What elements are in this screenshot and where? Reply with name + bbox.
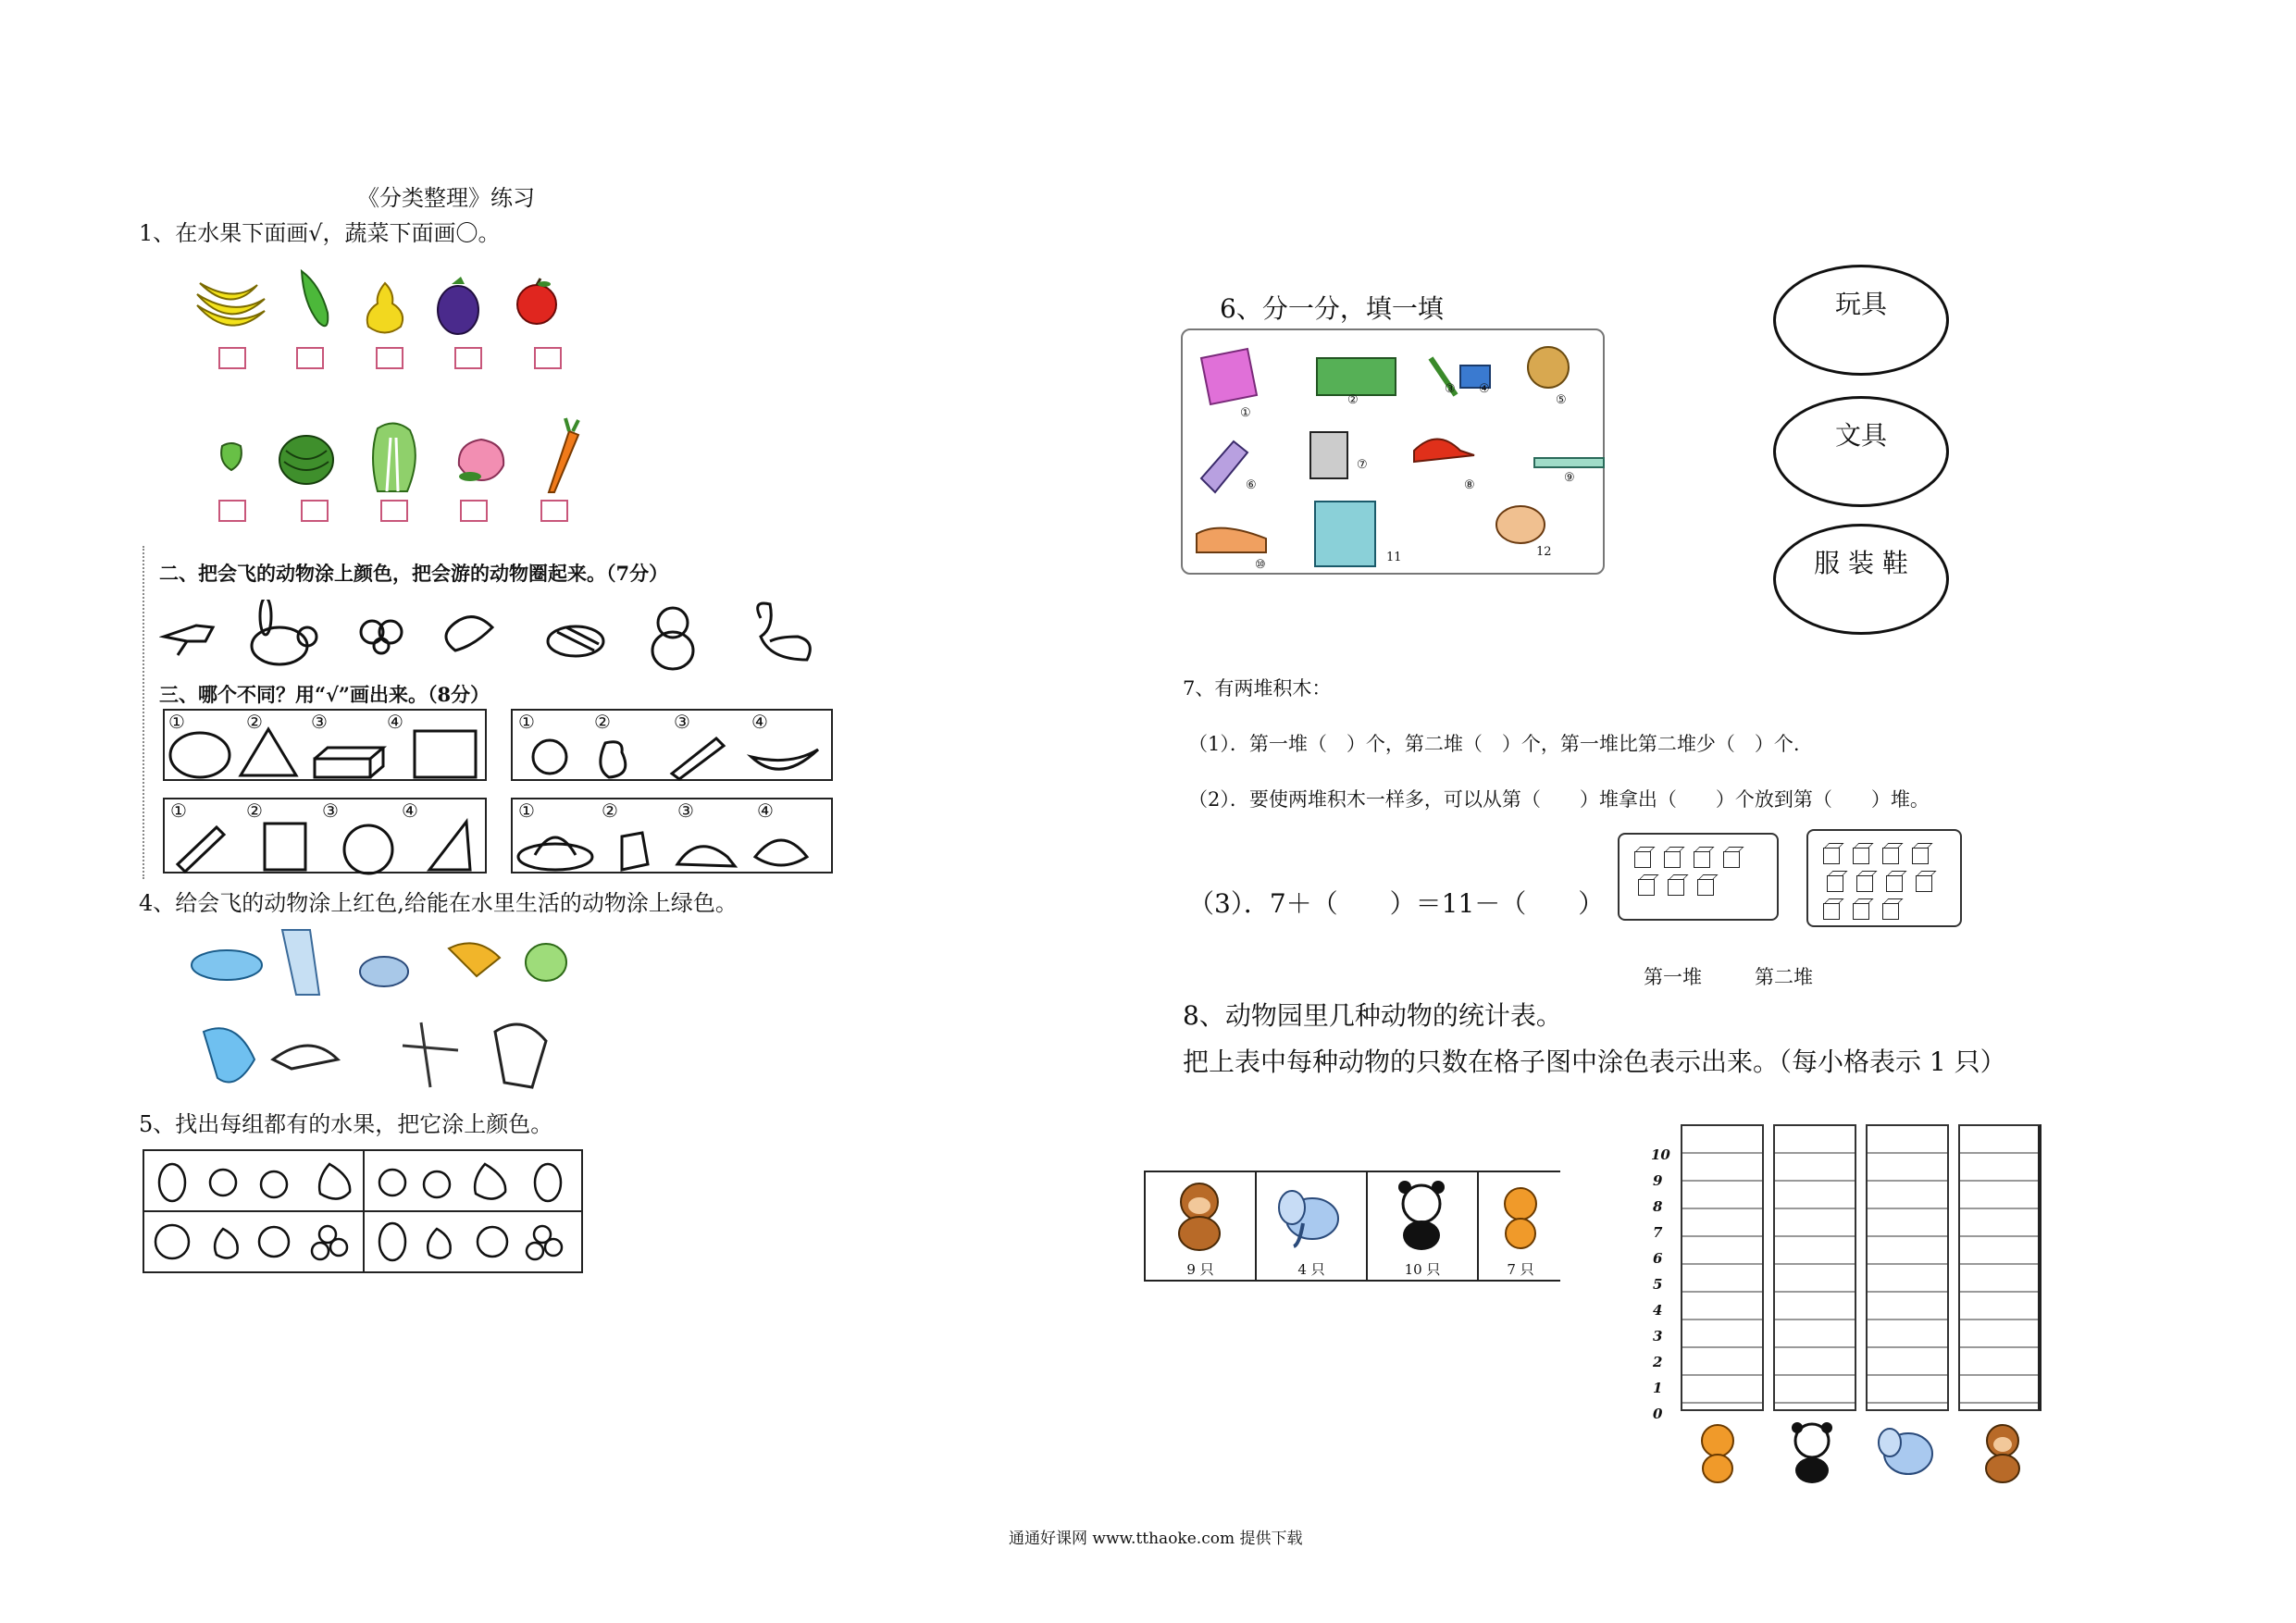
circled-number: ①	[170, 799, 187, 822]
peach-image	[449, 430, 514, 486]
q3-stationery-drawings	[165, 799, 489, 875]
q3-shape-drawings	[165, 711, 489, 783]
q3-fruit-drawings	[513, 711, 835, 783]
building-block	[1886, 875, 1903, 892]
q3-group-shapes	[163, 709, 487, 781]
circled-number: ③	[677, 799, 694, 822]
y-label: 7	[1653, 1224, 1663, 1241]
q5-fruit-table	[143, 1149, 583, 1273]
building-block	[1697, 879, 1714, 896]
panda-count: 10 只	[1404, 1261, 1441, 1278]
q5-fruit-outlines	[144, 1151, 581, 1271]
y-label: 5	[1653, 1276, 1663, 1293]
binding-line	[143, 546, 144, 879]
q7-text: 7、有两堆积木：	[1183, 677, 1332, 700]
grid-animal-icons	[1671, 1420, 2060, 1485]
grid-column-monkey[interactable]	[1958, 1124, 2042, 1411]
item-number: ⑤	[1556, 393, 1567, 407]
clothing-category-ellipse[interactable]	[1773, 524, 1949, 635]
grid-column-panda[interactable]	[1773, 1124, 1856, 1411]
item-number: ②	[1347, 393, 1359, 407]
y-label: 0	[1653, 1406, 1663, 1422]
ellipse-label: 文具	[1834, 420, 1887, 451]
answer-box[interactable]	[534, 347, 562, 369]
y-label: 1	[1653, 1380, 1663, 1396]
building-block	[1664, 851, 1681, 868]
q3-group-fruits	[511, 709, 833, 781]
answer-box[interactable]	[218, 500, 246, 522]
grid-column-tiger[interactable]	[1681, 1124, 1764, 1411]
q3-clothing-drawings	[513, 799, 835, 875]
animal-stats-table	[1144, 1171, 1560, 1282]
eggplant-image	[430, 268, 486, 338]
answer-box[interactable]	[301, 500, 329, 522]
item-number: 12	[1536, 545, 1552, 559]
q7-part3: （3）．7＋（ ）＝11－（ ）	[1188, 888, 1605, 919]
q6-item-pictures	[1183, 330, 1607, 576]
building-block	[1827, 875, 1843, 892]
item-number: ③	[1445, 382, 1456, 396]
grid-column-elephant[interactable]	[1866, 1124, 1949, 1411]
item-number: ⑨	[1564, 471, 1575, 485]
q7-part1: （1）．第一堆（ ）个，第二堆（ ）个，第一堆比第二堆少（ ）个.	[1188, 733, 1800, 755]
building-block	[1823, 903, 1840, 920]
building-block	[1668, 879, 1684, 896]
answer-box[interactable]	[218, 347, 246, 369]
circled-number: ②	[594, 711, 611, 733]
monkey-image	[1146, 1172, 1255, 1256]
building-block	[1638, 879, 1655, 896]
circled-number: ③	[311, 711, 328, 733]
q4-text: 4、给会飞的动物涂上红色,给能在水里生活的动物涂上绿色。	[139, 890, 738, 916]
small-pepper-image	[213, 433, 250, 475]
answer-box[interactable]	[454, 347, 482, 369]
q7-part2: （2）．要使两堆积木一样多，可以从第（ ）堆拿出（ ）个放到第（ ）堆。	[1188, 788, 1930, 811]
circled-number: ②	[602, 799, 618, 822]
answer-box[interactable]	[296, 347, 324, 369]
y-label: 8	[1653, 1198, 1663, 1215]
answer-box[interactable]	[540, 500, 568, 522]
elephant-count: 4 只	[1297, 1261, 1325, 1278]
monkey-count: 9 只	[1186, 1261, 1214, 1278]
pile2-label: 第二堆	[1755, 966, 1813, 988]
grid-animal-icon-drawings	[1671, 1420, 2060, 1485]
y-label: 9	[1653, 1172, 1663, 1189]
answer-box[interactable]	[380, 500, 408, 522]
y-label: 6	[1653, 1250, 1663, 1267]
q6-items-panel	[1181, 328, 1605, 575]
q2-animals-row	[159, 600, 835, 674]
building-block	[1912, 848, 1929, 864]
q3-group-clothing	[511, 798, 833, 873]
q6-text: 6、分一分，填一填	[1220, 293, 1444, 324]
answer-box[interactable]	[460, 500, 488, 522]
panda-image	[1368, 1172, 1477, 1256]
stationery-category-ellipse[interactable]	[1773, 396, 1949, 507]
circled-number: ③	[322, 799, 339, 822]
building-block	[1853, 903, 1869, 920]
item-number: 11	[1386, 551, 1402, 564]
item-number: ⑥	[1246, 478, 1257, 492]
y-label: 3	[1653, 1328, 1663, 1344]
tiger-count: 7 只	[1507, 1261, 1534, 1278]
building-block	[1853, 848, 1869, 864]
cabbage-image	[356, 416, 430, 495]
block-pile-2	[1806, 829, 1962, 927]
q3-text: 三、哪个不同？用“√”画出来。（8分）	[159, 683, 490, 706]
item-number: ⑩	[1255, 558, 1266, 572]
q5-text: 5、找出每组都有的水果，把它涂上颜色。	[139, 1111, 553, 1137]
elephant-image	[1257, 1172, 1366, 1256]
building-block	[1823, 848, 1840, 864]
banana-image	[190, 268, 268, 338]
q2-text: 二、把会飞的动物涂上颜色，把会游的动物圈起来。（7分）	[159, 562, 669, 585]
building-block	[1916, 875, 1932, 892]
circled-number: ④	[387, 711, 403, 733]
building-block	[1694, 851, 1710, 868]
table-cell-elephant	[1257, 1172, 1368, 1280]
building-block	[1856, 875, 1873, 892]
table-cell-panda	[1368, 1172, 1479, 1280]
counting-grid	[1651, 1124, 2040, 1420]
item-number: ⑧	[1464, 478, 1475, 492]
q8-text: 8、动物园里几种动物的统计表。	[1183, 1000, 1562, 1031]
item-number: ①	[1240, 406, 1251, 420]
green-pepper-image	[285, 264, 341, 338]
circled-number: ④	[402, 799, 418, 822]
table-cell-monkey	[1146, 1172, 1257, 1280]
item-number: ⑦	[1357, 458, 1368, 472]
block-pile-1	[1618, 833, 1779, 921]
pile1-label: 第一堆	[1644, 966, 1702, 988]
apple-image	[509, 273, 565, 328]
y-label: 4	[1653, 1302, 1663, 1319]
table-cell-tiger	[1479, 1172, 1562, 1280]
building-block	[1882, 848, 1899, 864]
building-block	[1634, 851, 1651, 868]
q2-animal-outlines	[159, 600, 835, 674]
building-block	[1882, 903, 1899, 920]
pear-image	[356, 273, 412, 338]
circled-number: ④	[757, 799, 774, 822]
circled-number: ②	[246, 799, 263, 822]
ellipse-label: 服 装 鞋	[1814, 548, 1908, 578]
toys-category-ellipse[interactable]	[1773, 265, 1949, 376]
tiger-image	[1479, 1172, 1562, 1256]
circled-number: ①	[518, 711, 535, 733]
ellipse-label: 玩具	[1834, 289, 1887, 319]
circled-number: ②	[246, 711, 263, 733]
building-block	[1723, 851, 1740, 868]
answer-box[interactable]	[376, 347, 403, 369]
q8-instruction: 把上表中每种动物的只数在格子图中涂色表示出来。（每小格表示 1 只）	[1183, 1047, 2006, 1077]
y-label: 10	[1651, 1146, 1670, 1163]
footer-source: 通通好课网 www.tthaoke.com 提供下载	[1009, 1530, 1303, 1548]
carrot-image	[539, 416, 585, 495]
watermelon-image	[274, 426, 339, 490]
q4-animal-pictures	[180, 921, 578, 1096]
circled-number: ③	[674, 711, 690, 733]
q3-group-stationery	[163, 798, 487, 873]
q1-text: 1、在水果下面画√，蔬菜下面画〇。	[139, 220, 501, 246]
y-label: 2	[1653, 1354, 1663, 1370]
worksheet-title: 《分类整理》练习	[357, 185, 535, 211]
circled-number: ①	[518, 799, 535, 822]
circled-number: ④	[751, 711, 768, 733]
q4-animals	[180, 921, 578, 1096]
circled-number: ①	[168, 711, 185, 733]
item-number: ④	[1479, 382, 1490, 396]
